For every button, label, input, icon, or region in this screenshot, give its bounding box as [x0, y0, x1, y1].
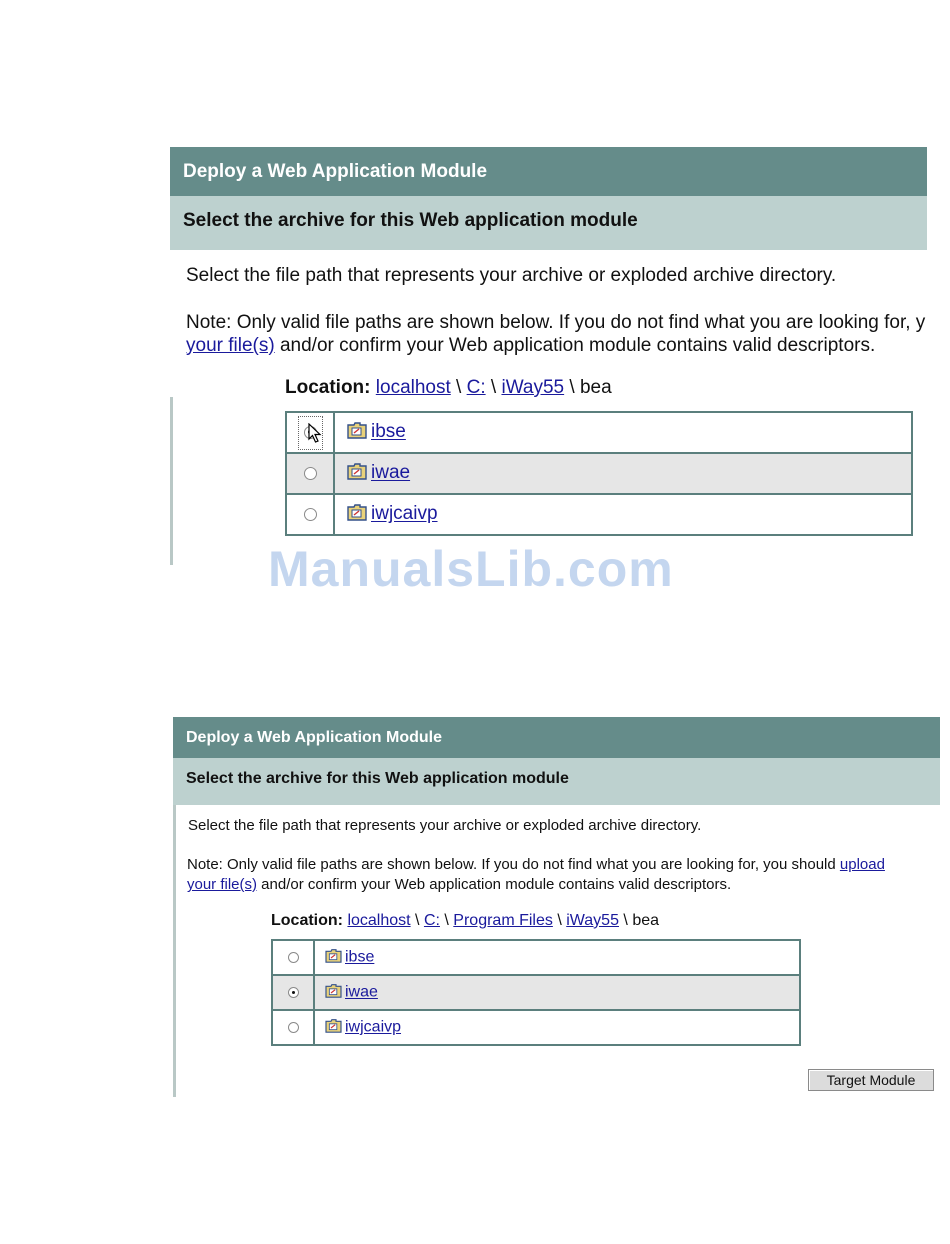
note-line1: Note: Only valid file paths are shown below. If you do not find what you are looking for, you should: [187, 856, 840, 873]
folder-icon: [325, 983, 342, 998]
target-module-button[interactable]: Target Module: [808, 1069, 934, 1091]
breadcrumb-separator: \: [564, 377, 580, 398]
file-link-iwjcaivp[interactable]: iwjcaivp: [371, 503, 438, 525]
mouse-pointer-icon: [308, 423, 322, 449]
location-breadcrumb: [271, 912, 659, 930]
file-radio-iwjcaivp[interactable]: [304, 508, 317, 521]
note-text: [186, 311, 925, 357]
note-line1: Note: Only valid file paths are shown below. If you do not find what you are looking for, y: [186, 312, 926, 333]
description-text: Select the file path that represents your archive or exploded archive directory.: [188, 817, 702, 834]
breadcrumb-separator: \: [450, 377, 467, 398]
location-label: Location:: [271, 912, 343, 929]
note-text: [187, 855, 885, 895]
breadcrumb-iway55[interactable]: iWay55: [501, 377, 565, 398]
deploy-panel-small: [173, 717, 940, 1097]
file-table: [271, 939, 801, 1046]
description-text: Select the file path that represents your archive or exploded archive directory.: [186, 265, 837, 286]
breadcrumb-current: bea: [579, 377, 612, 398]
file-link-ibse[interactable]: ibse: [371, 421, 406, 443]
file-row: [286, 412, 912, 453]
file-radio-iwjcaivp[interactable]: [288, 1022, 299, 1033]
file-row: [272, 1010, 800, 1045]
breadcrumb-separator: \: [485, 377, 502, 398]
breadcrumb-c-drive[interactable]: C:: [466, 377, 486, 398]
deploy-panel-large: [170, 147, 927, 565]
breadcrumb-current: bea: [632, 912, 660, 929]
panel-subheader: Select the archive for this Web application module: [170, 196, 927, 250]
file-row: [272, 940, 800, 975]
note-line2: and/or confirm your Web application module contains valid descriptors.: [257, 876, 732, 893]
your-files-link[interactable]: your file(s): [186, 335, 275, 356]
radio-focus-box: [298, 416, 323, 450]
folder-icon: [347, 462, 367, 480]
breadcrumb-localhost[interactable]: localhost: [347, 912, 411, 929]
location-breadcrumb: [285, 377, 612, 399]
breadcrumb-separator: \: [439, 912, 454, 929]
breadcrumb-c-drive[interactable]: C:: [423, 912, 440, 929]
file-link-iwae[interactable]: iwae: [345, 983, 378, 1001]
left-rule: [173, 805, 176, 1097]
breadcrumb-separator: \: [618, 912, 633, 929]
breadcrumb-localhost[interactable]: localhost: [375, 377, 451, 398]
panel-subheader: Select the archive for this Web application module: [173, 758, 940, 805]
file-link-iwjcaivp[interactable]: iwjcaivp: [345, 1018, 402, 1036]
breadcrumb-separator: \: [552, 912, 567, 929]
folder-icon: [347, 421, 367, 439]
breadcrumb-separator: \: [410, 912, 424, 929]
file-radio-ibse[interactable]: [288, 952, 299, 963]
folder-icon: [325, 1018, 342, 1033]
file-radio-iwae[interactable]: [288, 987, 299, 998]
file-radio-iwae[interactable]: [304, 467, 317, 480]
panel-header: Deploy a Web Application Module: [170, 147, 927, 196]
file-link-iwae[interactable]: iwae: [371, 462, 411, 484]
your-files-link[interactable]: your file(s): [187, 876, 258, 893]
breadcrumb-iway55[interactable]: iWay55: [566, 912, 619, 929]
file-link-ibse[interactable]: ibse: [345, 948, 375, 966]
breadcrumb-program-files[interactable]: Program Files: [453, 912, 553, 929]
note-line2: and/or confirm your Web application module contains valid descriptors.: [274, 335, 876, 356]
location-label: Location:: [285, 377, 371, 398]
file-row: [272, 975, 800, 1010]
watermark-text: ManualsLib.com: [268, 541, 674, 597]
upload-link[interactable]: upload: [839, 856, 885, 873]
folder-icon: [347, 503, 367, 521]
folder-icon: [325, 948, 342, 963]
left-rule: [170, 397, 173, 565]
file-row: [286, 453, 912, 494]
panel-header: Deploy a Web Application Module: [173, 717, 940, 758]
file-table: [285, 411, 913, 536]
file-row: [286, 494, 912, 535]
